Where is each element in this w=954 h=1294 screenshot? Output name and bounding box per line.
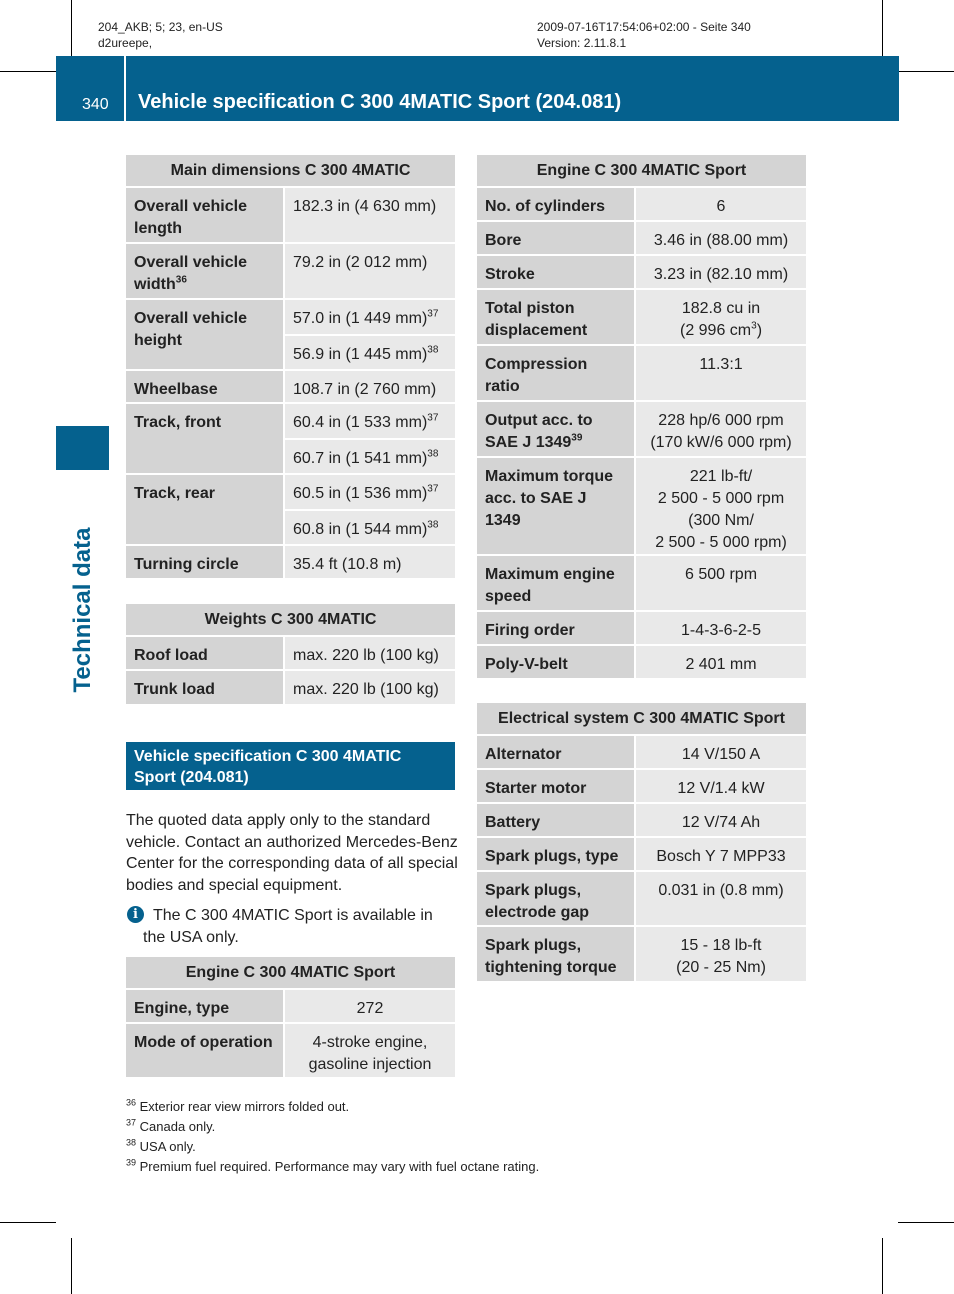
footnote-ref: 38	[427, 448, 439, 460]
row-value-line: (300 Nm/	[688, 512, 754, 529]
row-value: 3.23 in (82.10 mm)	[635, 255, 806, 289]
footnote-ref: 37	[427, 483, 439, 495]
crop-mark	[898, 1222, 954, 1223]
side-tab-label: Technical data	[68, 527, 96, 693]
row-value-line: 221 lb-ft/	[689, 468, 753, 485]
section-paragraph: The quoted data apply only to the standard vehicle. Contact an authorized Mercedes-Benz Center for the corresponding data of all special bodies and special equipment.	[126, 812, 458, 894]
row-value	[635, 289, 806, 345]
crop-mark	[0, 71, 56, 72]
main-dimensions-table	[126, 155, 455, 578]
row-label: Stroke	[477, 255, 635, 289]
footnote-ref: 37	[427, 412, 439, 424]
engine-type-table	[126, 957, 455, 1077]
table-title: Engine C 300 4MATIC Sport	[126, 957, 455, 989]
row-value: 272	[284, 989, 455, 1023]
row-value: 182.3 in (4 630 mm)	[284, 187, 455, 243]
row-value	[635, 457, 806, 555]
footnote-number: 39	[126, 1157, 137, 1168]
row-value-text: 60.7 in (1 541 mm)	[293, 450, 428, 467]
table-title: Engine C 300 4MATIC Sport	[477, 155, 806, 187]
row-label: Track, rear	[126, 474, 284, 545]
row-label	[126, 243, 284, 299]
row-value: 108.7 in (2 760 mm)	[284, 370, 455, 403]
crop-mark	[71, 0, 72, 56]
row-value: 14 V/150 A	[635, 735, 806, 769]
footnote-text: USA only.	[139, 1139, 196, 1154]
crop-mark	[882, 1238, 883, 1294]
row-label: Engine, type	[126, 989, 284, 1023]
footnote-ref: 37	[427, 308, 439, 320]
row-label: Maximum torque acc. to SAE J 1349	[477, 457, 635, 555]
row-value: 6 500 rpm	[635, 555, 806, 611]
row-value: 12 V/74 Ah	[635, 803, 806, 837]
footnote-text: Exterior rear view mirrors folded out.	[139, 1099, 350, 1114]
row-label: Trunk load	[126, 670, 284, 704]
row-value: 0.031 in (0.8 mm)	[635, 871, 806, 926]
row-label: Overall vehicle height	[126, 299, 284, 370]
footnote-ref: 36	[175, 274, 187, 286]
row-value-text: 60.8 in (1 544 mm)	[293, 521, 428, 538]
table-title: Electrical system C 300 4MATIC Sport	[477, 703, 806, 735]
footnote-number: 38	[126, 1137, 137, 1148]
footnote-text: Canada only.	[139, 1119, 216, 1134]
row-label: Bore	[477, 221, 635, 255]
row-value-text: 60.4 in (1 533 mm)	[293, 414, 428, 431]
row-label: Spark plugs, tightening torque	[477, 926, 635, 981]
footnote-number: 36	[126, 1097, 137, 1108]
info-note: The C 300 4MATIC Sport is available in the USA only.	[143, 907, 433, 946]
row-value: 1-4-3-6-2-5	[635, 611, 806, 645]
row-value	[284, 335, 455, 370]
row-value: 35.4 ft (10.8 m)	[284, 545, 455, 578]
row-label: Spark plugs, type	[477, 837, 635, 871]
row-label: Roof load	[126, 636, 284, 670]
print-meta-left	[98, 19, 223, 51]
page-number-box	[56, 56, 126, 121]
meta-right-line2: Version: 2.11.8.1	[537, 36, 627, 50]
row-label: Poly-V-belt	[477, 645, 635, 678]
row-value-line: (170 kW/6 000 rpm)	[650, 434, 792, 451]
row-value-line: 2 500 - 5 000 rpm	[657, 490, 785, 507]
print-meta-right	[537, 19, 751, 51]
electrical-table	[477, 703, 806, 981]
section-heading: Vehicle specification C 300 4MATIC Sport (204.081)	[126, 742, 455, 790]
superscript: 3	[751, 320, 757, 332]
row-label: Compression ratio	[477, 345, 635, 401]
row-value: max. 220 lb (100 kg)	[284, 636, 455, 670]
row-label: Mode of operation	[126, 1023, 284, 1077]
row-value-text: )	[756, 322, 763, 339]
row-label	[477, 401, 635, 457]
engine-table	[477, 155, 806, 678]
row-label: Track, front	[126, 403, 284, 474]
crop-mark	[71, 1238, 72, 1294]
row-value-line: (20 - 25 Nm)	[676, 959, 766, 976]
row-value	[635, 926, 806, 981]
row-label: Alternator	[477, 735, 635, 769]
footnote-ref: 38	[427, 344, 439, 356]
meta-left-line1: 204_AKB; 5; 23, en-US	[98, 20, 223, 34]
row-label: Total piston displacement	[477, 289, 635, 345]
row-label: Maximum engine speed	[477, 555, 635, 611]
crop-mark	[898, 71, 954, 72]
row-value: Bosch Y 7 MPP33	[635, 837, 806, 871]
row-value	[284, 439, 455, 474]
row-value-line: 2 500 - 5 000 rpm)	[655, 534, 787, 551]
footnote	[126, 1097, 349, 1117]
row-value: 11.3:1	[635, 345, 806, 401]
row-value-text: 60.5 in (1 536 mm)	[293, 485, 428, 502]
footnote-text: Premium fuel required. Performance may vary with fuel octane rating.	[139, 1159, 540, 1174]
footnote-ref: 39	[571, 432, 583, 444]
row-label: Starter motor	[477, 769, 635, 803]
page-title: Vehicle specification C 300 4MATIC Sport (204.081)	[138, 91, 622, 113]
row-label-text: Overall vehicle width	[134, 254, 247, 293]
row-label: Spark plugs, electrode gap	[477, 871, 635, 926]
weights-table	[126, 604, 455, 704]
row-value	[284, 510, 455, 545]
row-value	[635, 401, 806, 457]
row-value: 2 401 mm	[635, 645, 806, 678]
row-value-line: 182.8 cu in	[681, 300, 761, 317]
row-value-text: 57.0 in (1 449 mm)	[293, 310, 428, 327]
footnote-number: 37	[126, 1117, 137, 1128]
row-label: Battery	[477, 803, 635, 837]
row-value	[284, 299, 455, 335]
table-title: Main dimensions C 300 4MATIC	[126, 155, 455, 187]
row-value-line: 15 - 18 lb-ft	[680, 937, 762, 954]
side-tab	[56, 490, 109, 730]
crop-mark	[882, 0, 883, 56]
row-label: Turning circle	[126, 545, 284, 578]
row-value: 12 V/1.4 kW	[635, 769, 806, 803]
footnote	[126, 1117, 215, 1137]
page-header	[56, 56, 899, 121]
row-value: 3.46 in (88.00 mm)	[635, 221, 806, 255]
page-number: 340	[82, 96, 109, 113]
row-value-text: (2 996 cm	[679, 322, 752, 339]
row-value-line	[644, 320, 798, 342]
crop-mark	[0, 1222, 56, 1223]
footnote-ref: 38	[427, 519, 439, 531]
row-label: No. of cylinders	[477, 187, 635, 221]
meta-right-line1: 2009-07-16T17:54:06+02:00 - Seite 340	[537, 20, 751, 34]
row-value-text: 56.9 in (1 445 mm)	[293, 346, 428, 363]
row-value	[284, 403, 455, 439]
row-value: 6	[635, 187, 806, 221]
side-tab-marker	[56, 426, 109, 470]
row-label: Firing order	[477, 611, 635, 645]
row-value: 4-stroke engine, gasoline injection	[284, 1023, 455, 1077]
row-label: Wheelbase	[126, 370, 284, 403]
row-label: Overall vehicle length	[126, 187, 284, 243]
meta-left-line2: d2ureepe,	[98, 36, 153, 50]
row-label-text: Output acc. to SAE J 1349	[485, 412, 593, 451]
footnote	[126, 1137, 196, 1157]
row-value	[284, 474, 455, 510]
table-title: Weights C 300 4MATIC	[126, 604, 455, 636]
row-value: max. 220 lb (100 kg)	[284, 670, 455, 704]
footnote	[126, 1157, 539, 1177]
row-value-line: 228 hp/6 000 rpm	[658, 412, 784, 429]
info-icon: i	[127, 906, 144, 923]
row-value: 79.2 in (2 012 mm)	[284, 243, 455, 299]
